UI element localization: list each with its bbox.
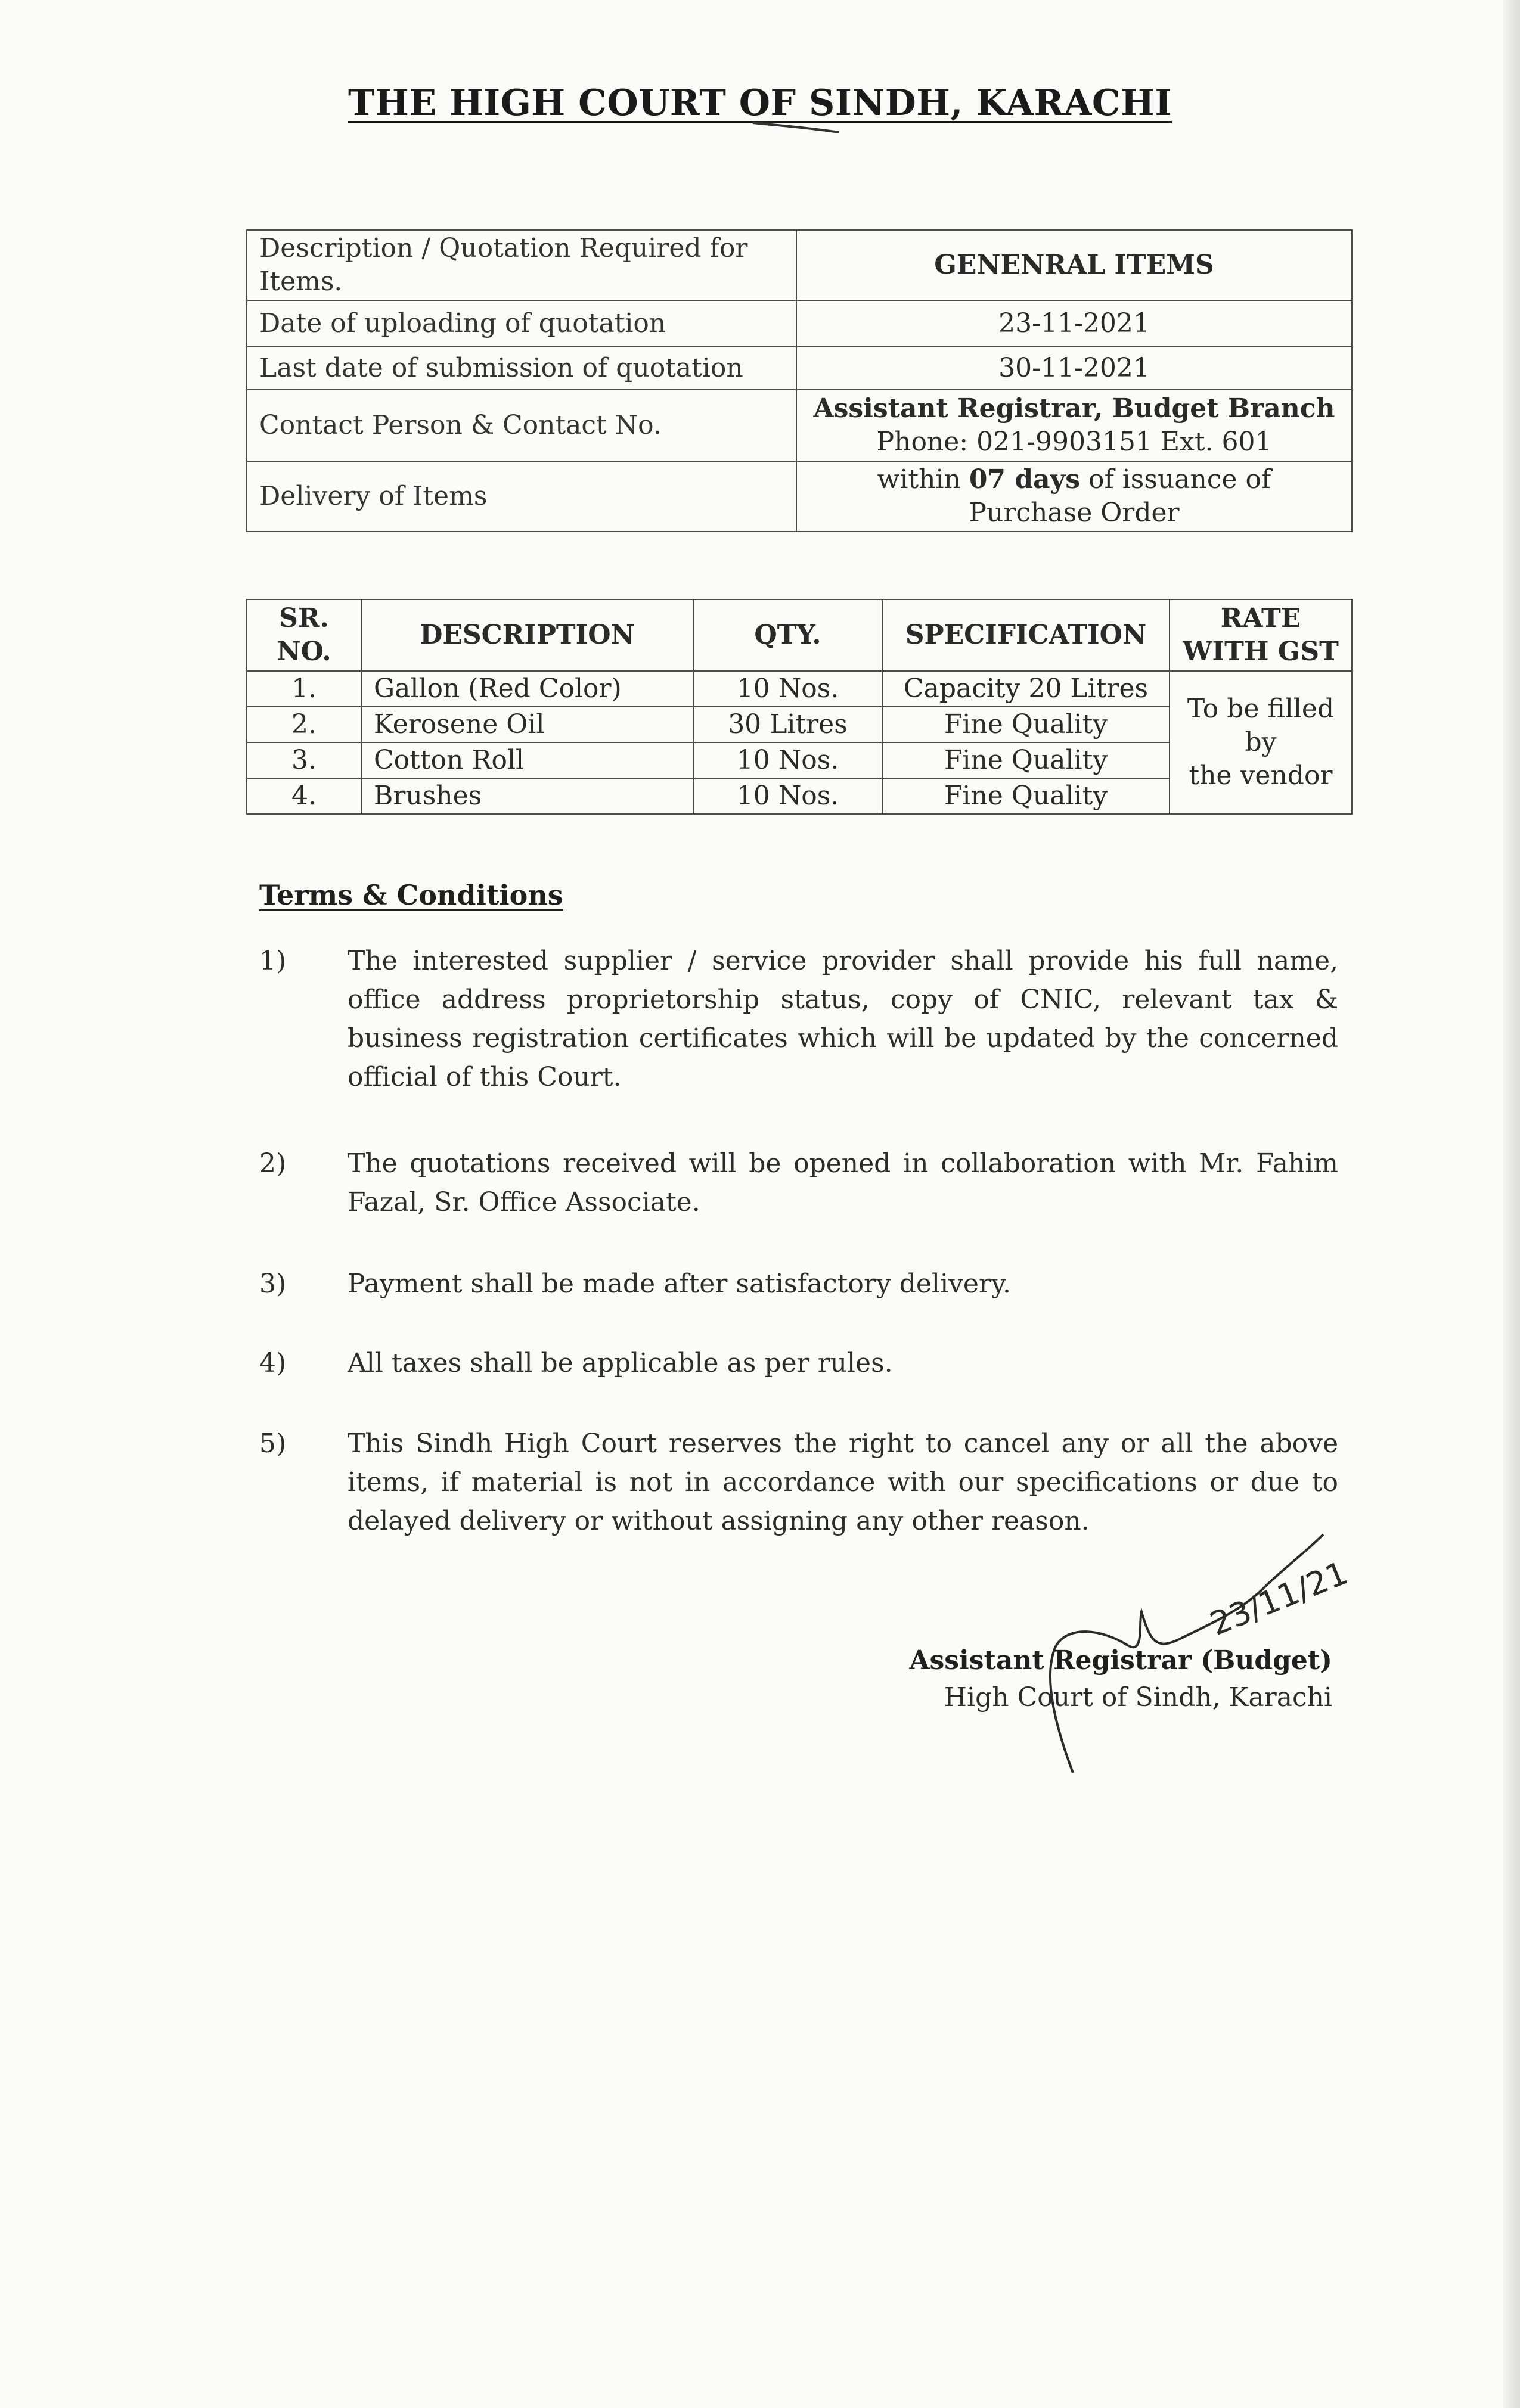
cell-specification: Fine Quality (882, 778, 1170, 814)
cell-qty: 30 Litres (693, 707, 882, 742)
term-number: 5) (259, 1428, 287, 1459)
cell-description: Cotton Roll (361, 742, 693, 778)
signatory-office: High Court of Sindh, Karachi (944, 1682, 1332, 1713)
cell-specification: Capacity 20 Litres (882, 671, 1170, 707)
pen-stroke-mark (750, 112, 845, 136)
page-edge (1503, 0, 1520, 2408)
info-label: Date of uploading of quotation (247, 300, 796, 347)
term-number: 2) (259, 1148, 287, 1179)
info-label: Delivery of Items (247, 461, 796, 532)
col-sr-no: SR. NO. (247, 599, 361, 671)
col-rate: RATE WITH GST (1170, 599, 1352, 671)
info-value (796, 390, 1352, 461)
cell-description: Kerosene Oil (361, 707, 693, 742)
info-label: Description / Quotation Required for Items. (247, 230, 796, 300)
cell-specification: Fine Quality (882, 707, 1170, 742)
term-text: This Sindh High Court reserves the right to cancel any or all the above items, if material is not in accordance with our specifications or due to delayed delivery or without assigning any other reason. (348, 1428, 1338, 1536)
terms-heading: Terms & Conditions (259, 879, 563, 911)
col-qty: QTY. (693, 599, 882, 671)
term-text: All taxes shall be applicable as per rules. (348, 1348, 893, 1378)
term-number: 1) (259, 946, 287, 976)
term-item (259, 1144, 1338, 1222)
cell-sr: 4. (247, 778, 361, 814)
items-header-row (247, 599, 1352, 671)
document-title: THE HIGH COURT OF SINDH, KARACHI (348, 82, 1172, 124)
info-value: 23-11-2021 (796, 300, 1352, 347)
quotation-info-table (246, 229, 1353, 532)
col-description: DESCRIPTION (361, 599, 693, 671)
term-text: Payment shall be made after satisfactory delivery. (348, 1269, 1011, 1299)
info-value: GENENRAL ITEMS (796, 230, 1352, 300)
info-label: Last date of submission of quotation (247, 347, 796, 390)
term-number: 3) (259, 1269, 287, 1299)
table-row (247, 671, 1352, 707)
contact-person: Assistant Registrar, Budget Branch (813, 393, 1335, 424)
cell-description: Brushes (361, 778, 693, 814)
info-value (796, 461, 1352, 532)
svg-text:23/11/21: 23/11/21 (1205, 1553, 1353, 1643)
cell-qty: 10 Nos. (693, 778, 882, 814)
signatory-title: Assistant Registrar (Budget) (909, 1645, 1332, 1676)
cell-qty: 10 Nos. (693, 742, 882, 778)
cell-description: Gallon (Red Color) (361, 671, 693, 707)
contact-phone: Phone: 021-9903151 Ext. 601 (876, 427, 1272, 457)
col-specification: SPECIFICATION (882, 599, 1170, 671)
cell-sr: 2. (247, 707, 361, 742)
cell-qty: 10 Nos. (693, 671, 882, 707)
info-value: 30-11-2021 (796, 347, 1352, 390)
cell-sr: 3. (247, 742, 361, 778)
term-text: The quotations received will be opened in collaboration with Mr. Fahim Fazal, Sr. Office Associate. (348, 1148, 1338, 1217)
items-table (246, 599, 1353, 815)
info-row (247, 347, 1352, 390)
signatory-block (909, 1642, 1332, 1716)
term-text: The interested supplier / service provider shall provide his full name, office address proprietorship status, copy of CNIC, relevant tax & business registration certificates which will be updated by the concerned official of this Court. (348, 946, 1338, 1092)
cell-sr: 1. (247, 671, 361, 707)
info-row (247, 230, 1352, 300)
cell-rate-note: To be filled by the vendor (1170, 671, 1352, 814)
term-item (259, 1264, 1338, 1303)
delivery-line-2: Purchase Order (969, 498, 1180, 528)
info-label: Contact Person & Contact No. (247, 390, 796, 461)
delivery-line: within 07 days of issuance of (877, 464, 1271, 495)
info-row (247, 300, 1352, 347)
info-row (247, 390, 1352, 461)
term-number: 4) (259, 1348, 287, 1378)
info-row (247, 461, 1352, 532)
term-item (259, 942, 1338, 1096)
term-item (259, 1344, 1338, 1382)
cell-specification: Fine Quality (882, 742, 1170, 778)
